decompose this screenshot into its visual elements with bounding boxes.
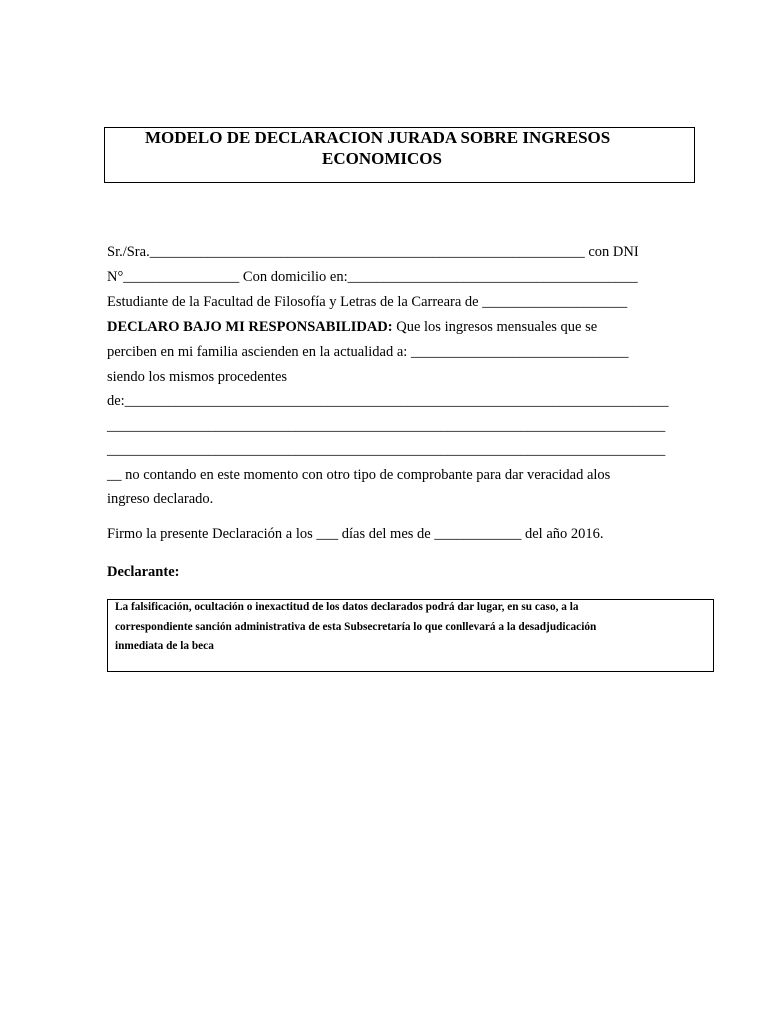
- declared-income-line: ingreso declarado.: [107, 491, 214, 507]
- warning-line-1: La falsificación, ocultación o inexactitud de los datos declarados podrá dar lugar, en su caso, a la: [115, 601, 579, 613]
- income-source-line-1: de:___________________________________________________________________________: [107, 393, 669, 409]
- name-dni-line: Sr./Sra.____________________________________________________________ con DNI: [107, 244, 639, 260]
- title-box: [104, 127, 695, 183]
- income-source-intro: siendo los mismos procedentes: [107, 369, 288, 385]
- title-line-2: ECONOMICOS: [322, 149, 442, 168]
- income-source-line-2: _____________________________________________________________________________: [107, 418, 666, 434]
- declaration-heading: DECLARO BAJO MI RESPONSABILIDAD:: [107, 319, 393, 335]
- declarante-label: Declarante:: [107, 564, 180, 580]
- no-proof-line: __ no contando en este momento con otro tipo de comprobante para dar veracidad alos: [107, 467, 611, 483]
- declaration-text: Que los ingresos mensuales que se: [392, 319, 598, 335]
- declaration-line: [107, 318, 597, 336]
- title-line-1: MODELO DE DECLARACION JURADA SOBRE INGRESOS: [145, 128, 611, 147]
- warning-box: [107, 599, 714, 672]
- signature-date-line: Firmo la presente Declaración a los ___ días del mes de ____________ del año 2016.: [107, 526, 604, 542]
- number-address-line: N°________________ Con domicilio en:________________________________________: [107, 269, 638, 285]
- warning-line-2: correspondiente sanción administrativa de esta Subsecretaría lo que conllevará a la desadjudicación: [115, 621, 597, 633]
- faculty-career-line: Estudiante de la Facultad de Filosofía y Letras de la Carreara de ____________________: [107, 294, 628, 310]
- income-source-line-3: _____________________________________________________________________________: [107, 442, 666, 458]
- warning-line-3: inmediata de la beca: [115, 640, 214, 652]
- income-amount-line: perciben en mi familia ascienden en la actualidad a: ______________________________: [107, 344, 629, 360]
